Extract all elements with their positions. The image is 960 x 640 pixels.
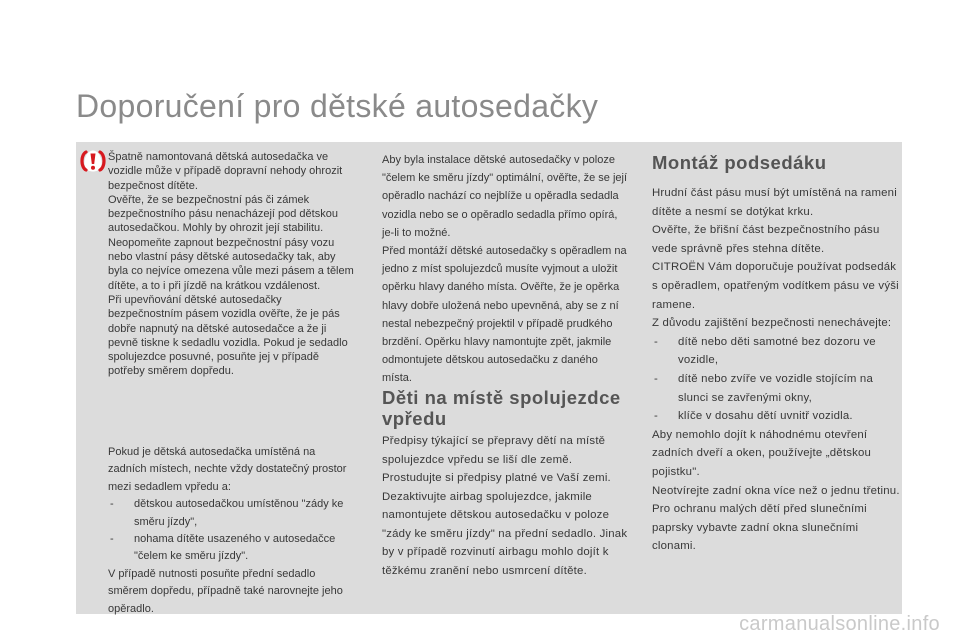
booster-list bbox=[652, 333, 900, 426]
booster-paragraph: Aby nemohlo dojít k náhodnému otevření zadních dveří a oken, používejte „dětskou pojistku". bbox=[652, 428, 872, 478]
list-item: - nohama dítěte usazeného v autosedačce "čelem ke směru jízdy". bbox=[108, 531, 354, 566]
booster-text-block bbox=[652, 184, 900, 556]
booster-paragraph: Z důvodu zajištění bezpečnosti nenechávejte: bbox=[652, 317, 892, 330]
watermark: carmanualsonline.info bbox=[739, 613, 940, 635]
booster-paragraph: Neotvírejte zadní okna více než o jednu třetinu. bbox=[652, 484, 900, 497]
booster-paragraph: Ověřte, že břišní část bezpečnostního pásu vede správně přes stehna dítěte. bbox=[652, 224, 880, 255]
front-paragraph: Dezaktivujte airbag spolujezdce, jakmile namontujete dětskou autosedačku v poloze "zády ke směru jízdy" na přední sedadlo. Jinak by v případě rozvinutí airbagu mohlo dojít k těžkému zranění nebo usmrcení dítěte. bbox=[382, 490, 628, 577]
booster-paragraph: CITROËN Vám doporučuje používat podsedák s opěradlem, opatřeným vodítkem pásu ve výši ramene. bbox=[652, 261, 899, 311]
list-item: - dítě nebo děti samotné bez dozoru ve vozidle, bbox=[652, 333, 900, 370]
warning-paragraph: Špatně namontovaná dětská autosedačka ve vozidle může v případě dopravní nehody ohrozit bezpečnost dítěte. bbox=[108, 151, 343, 192]
warning-exclamation-icon bbox=[80, 149, 106, 173]
warning-text-block bbox=[108, 150, 354, 379]
warning-paragraph: Ověřte, že se bezpečnostní pás či zámek bezpečnostního pásu nenacházejí pod dětskou autosedačkou. Mohly by ohrozit její stabilitu. bbox=[108, 193, 338, 235]
rear-list bbox=[108, 496, 354, 566]
list-item: - dětskou autosedačkou umístěnou "zády ke směru jízdy", bbox=[108, 496, 354, 531]
list-item: - klíče v dosahu dětí uvnitř vozidla. bbox=[652, 407, 900, 426]
front-passenger-heading: Děti na místě spolujezdce vpředu bbox=[382, 387, 621, 429]
list-item: - dítě nebo zvíře ve vozidle stojícím na slunci se zavřenými okny, bbox=[652, 370, 900, 407]
warning-paragraph: Při upevňování dětské autosedačky bezpečnostním pásem vozidla ověřte, že je pás dobře napnutý na dětské autosedačce a že ji pevně tiskne k sedadlu vozidla. Pokud je sedadlo spolujezdce posuvné, posuňte jej v případě potřeby směrem dopředu. bbox=[108, 293, 348, 378]
install-paragraph: Aby byla instalace dětské autosedačky v poloze "čelem ke směru jízdy" optimální, ověřte, že se její opěradlo nachází co nejblíže u opěradla sedadla vozidla nebo se o opěradlo sedadla přímo opírá, je-li to možné. bbox=[382, 154, 628, 239]
install-paragraph: Před montáží dětské autosedačky s opěradlem na jedno z míst spolujezdců musíte vyjmout a uložit opěrku hlavy daného místa. Ověřte, že je opěrka hlavy dobře uložená nebo upevněná, aby se z ní nestal nebezpečný projektil v případě prudkého brzdění. Opěrku hlavy namontujte zpět, jakmile odmontujete dětskou autosedačku z daného místa. bbox=[382, 245, 627, 385]
booster-paragraph: Hrudní část pásu musí být umístěná na rameni dítěte a nesmí se dotýkat krku. bbox=[652, 187, 897, 218]
front-paragraph: Předpisy týkající se přepravy dětí na místě spolujezdce vpředu se liší dle země. Prostudujte si předpisy platné ve Vaší zemi. bbox=[382, 435, 611, 484]
front-passenger-text bbox=[382, 432, 630, 580]
rear-seat-block bbox=[108, 444, 354, 618]
install-text-block bbox=[382, 151, 630, 388]
rear-outro: V případě nutnosti posuňte přední sedadlo směrem dopředu, případně také narovnejte jeho opěradlo. bbox=[108, 567, 343, 615]
booster-paragraph: Pro ochranu malých dětí před slunečními paprsky vybavte zadní okna slunečními clonami. bbox=[652, 503, 867, 553]
warning-paragraph: Neopomeňte zapnout bezpečnostní pásy vozu nebo vlastní pásy dětské autosedačky tak, aby byla co nejvíce omezena vůle mezi pásem a tělem dítěte, a to i při jízdě na krátkou vzdálenost. bbox=[108, 236, 354, 292]
page-title: Doporučení pro dětské autosedačky bbox=[76, 88, 599, 124]
booster-heading: Montáž podsedáku bbox=[652, 152, 827, 173]
rear-intro: Pokud je dětská autosedačka umístěná na zadních místech, nechte vždy dostatečný prostor mezi sedadlem vpředu a: bbox=[108, 446, 347, 493]
